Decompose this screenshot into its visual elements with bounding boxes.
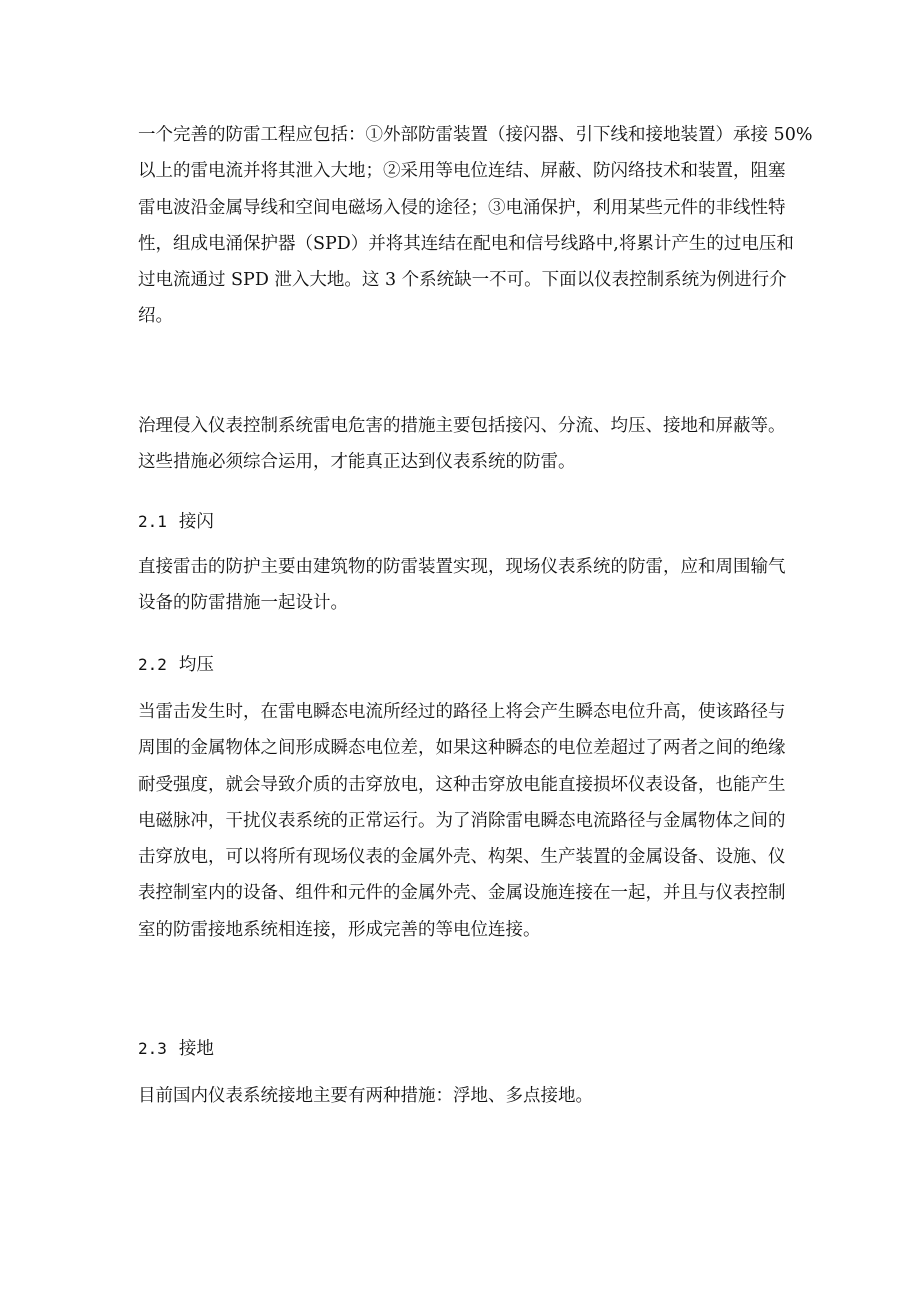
section-heading-2-2 bbox=[138, 651, 214, 679]
text-line: 以上的雷电流并将其泄入大地；②采用等电位连结、屏蔽、防闪络技术和装置，阻塞 bbox=[138, 161, 786, 182]
text-line: 一个完善的防雷工程应包括：①外部防雷装置（接闪器、引下线和接地装置）承接 50% bbox=[138, 125, 813, 145]
text-line: 击穿放电，可以将所有现场仪表的金属外壳、构架、生产装置的金属设备、设施、仪 bbox=[138, 847, 786, 868]
text-line: 设备的防雷措施一起设计。 bbox=[138, 593, 348, 614]
section-heading-2-1 bbox=[138, 508, 214, 536]
text-line: 直接雷击的防护主要由建筑物的防雷装置实现，现场仪表系统的防雷，应和周围输气 bbox=[138, 557, 786, 577]
section-number: 2.1 bbox=[138, 512, 167, 531]
section-title: 接地 bbox=[178, 1039, 214, 1059]
text-line: 绍。 bbox=[138, 306, 173, 327]
text-line: 过电流通过 SPD 泄入大地。这 3 个系统缺一不可。下面以仪表控制系统为例进行介 bbox=[138, 270, 787, 291]
paragraph-protection-measures bbox=[138, 408, 798, 481]
text-line: 这些措施必须综合运用，才能真正达到仪表系统的防雷。 bbox=[138, 452, 576, 473]
paragraph-lightning-protection-overview bbox=[138, 117, 813, 335]
section-number: 2.3 bbox=[138, 1039, 167, 1058]
text-line: 耐受强度，就会导致介质的击穿放电，这种击穿放电能直接损坏仪表设备，也能产生 bbox=[138, 774, 786, 795]
paragraph-grounding bbox=[138, 1078, 798, 1114]
text-line: 当雷击发生时，在雷电瞬态电流所经过的路径上将会产生瞬态电位升高，使该路径与 bbox=[138, 702, 786, 722]
text-line: 室的防雷接地系统相连接，形成完善的等电位连接。 bbox=[138, 919, 541, 940]
text-line: 治理侵入仪表控制系统雷电危害的措施主要包括接闪、分流、均压、接地和屏蔽等。 bbox=[138, 416, 786, 436]
section-title: 接闪 bbox=[178, 512, 214, 532]
text-line: 雷电波沿金属导线和空间电磁场入侵的途径；③电涌保护，利用某些元件的非线性特 bbox=[138, 197, 786, 218]
section-heading-2-3 bbox=[138, 1035, 214, 1063]
text-line: 表控制室内的设备、组件和元件的金属外壳、金属设施连接在一起，并且与仪表控制 bbox=[138, 883, 786, 904]
text-line: 目前国内仪表系统接地主要有两种措施：浮地、多点接地。 bbox=[138, 1086, 593, 1106]
section-title: 均压 bbox=[178, 655, 214, 675]
text-line: 电磁脉冲，干扰仪表系统的正常运行。为了消除雷电瞬态电流路径与金属物体之间的 bbox=[138, 810, 786, 831]
section-number: 2.2 bbox=[138, 655, 167, 674]
paragraph-equipotential bbox=[138, 694, 798, 948]
text-line: 性，组成电涌保护器（SPD）并将其连结在配电和信号线路中,将累计产生的过电压和 bbox=[138, 233, 794, 254]
paragraph-direct-lightning bbox=[138, 549, 798, 622]
text-line: 周围的金属物体之间形成瞬态电位差，如果这种瞬态的电位差超过了两者之间的绝缘 bbox=[138, 738, 786, 759]
